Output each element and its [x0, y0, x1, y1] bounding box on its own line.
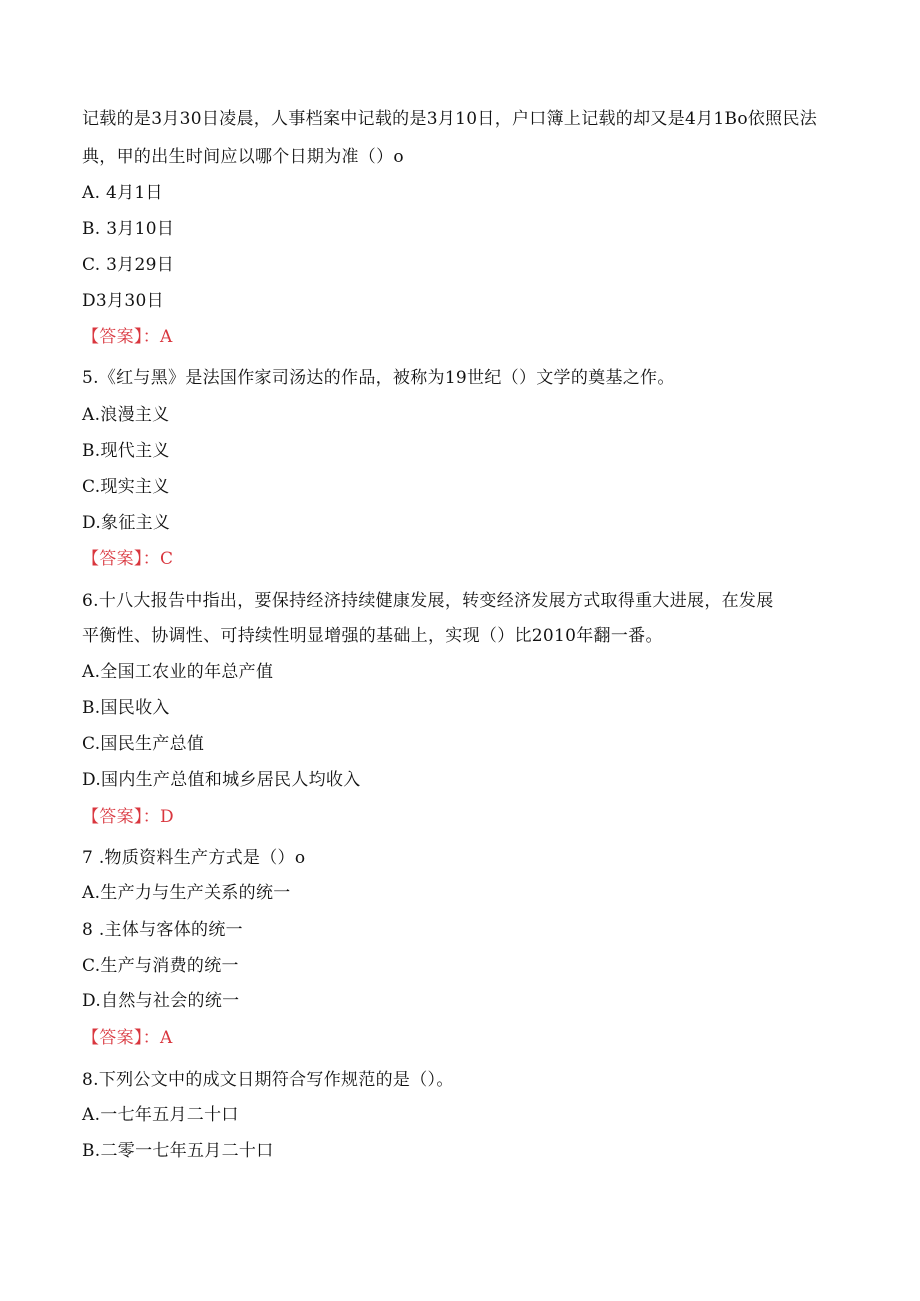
answer-label: 【答案】	[82, 807, 143, 827]
question-4-text-line-1: 记载的是3月30日凌晨，人事档案中记载的是3月10日，户口簿上记载的却又是4月1Bo依照民法	[82, 109, 818, 129]
question-5-option-c: C.现实主义	[82, 477, 170, 497]
answer-value: A	[160, 327, 173, 347]
question-6-option-a: A.全国工农业的年总产值	[82, 662, 274, 682]
question-4-option-b: B. 3月10日	[82, 219, 175, 239]
answer-label: 【答案】	[82, 549, 143, 569]
answer-value: C	[160, 549, 174, 569]
question-7-option-c: C.生产与消费的统一	[82, 956, 239, 976]
question-4-option-c: C. 3月29日	[82, 255, 175, 275]
answer-separator: ：	[142, 807, 161, 827]
question-6-option-d: D.国内生产总值和城乡居民人均收入	[82, 770, 361, 790]
question-4-option-a: A. 4月1日	[82, 183, 163, 203]
question-6-answer	[82, 805, 842, 829]
answer-value: D	[160, 807, 174, 827]
question-7-option-b: 8 .主体与客体的统一	[82, 920, 243, 940]
answer-value: A	[160, 1028, 173, 1048]
question-5-option-d: D.象征主义	[82, 513, 171, 533]
question-4-text-line-2: 典，甲的出生时间应以哪个日期为准（）o	[82, 147, 404, 167]
question-7-text: 7 .物质资料生产方式是（）o	[82, 848, 306, 868]
question-5-option-a: A.浪漫主义	[82, 405, 170, 425]
question-8-option-b: B.二零一七年五月二十口	[82, 1141, 274, 1161]
question-6-option-c: C.国民生产总值	[82, 734, 205, 754]
question-4-option-d: D3月30日	[82, 291, 164, 311]
question-7-answer	[82, 1026, 842, 1050]
answer-separator: ：	[142, 549, 161, 569]
question-6-text-line-1: 6.十八大报告中指出，要保持经济持续健康发展，转变经济发展方式取得重大进展，在发展	[82, 591, 774, 611]
question-8-text: 8.下列公文中的成文日期符合写作规范的是（）。	[82, 1070, 454, 1090]
question-6-text-line-2: 平衡性、协调性、可持续性明显增强的基础上，实现（）比2010年翻一番。	[82, 626, 663, 646]
question-5-text: 5.《红与黑》是法国作家司汤达的作品，被称为19世纪（）文学的奠基之作。	[82, 368, 675, 388]
question-6-option-b: B.国民收入	[82, 698, 170, 718]
question-7-option-d: D.自然与社会的统一	[82, 991, 240, 1011]
answer-separator: ：	[142, 327, 161, 347]
question-4-answer	[82, 325, 842, 349]
answer-label: 【答案】	[82, 327, 143, 347]
answer-separator: ：	[142, 1028, 161, 1048]
question-7-option-a: A.生产力与生产关系的统一	[82, 883, 291, 903]
question-8-option-a: A.一七年五月二十口	[82, 1105, 239, 1125]
question-5-option-b: B.现代主义	[82, 441, 170, 461]
question-5-answer	[82, 547, 842, 571]
answer-label: 【答案】	[82, 1028, 143, 1048]
